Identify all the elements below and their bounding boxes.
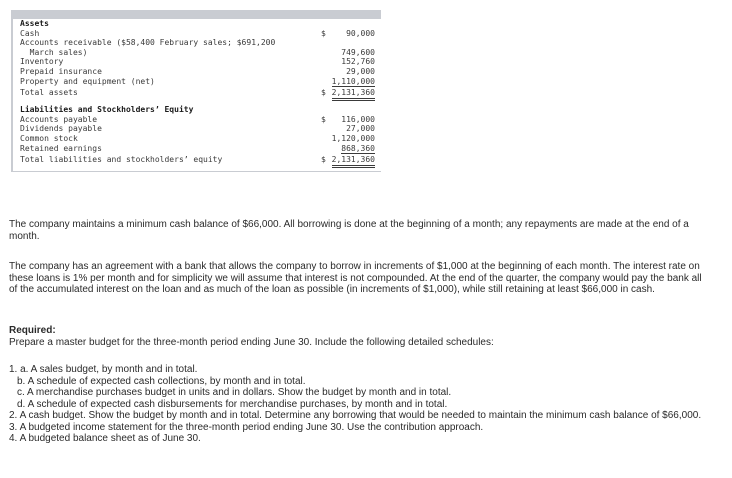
currency-symbol: $ [321, 114, 326, 124]
list-item: 1. a. A sales budget, by month and in total. [9, 364, 198, 375]
min-cash-paragraph [9, 219, 709, 242]
list-item: 2. A cash budget. Show the budget by month and in total. Determine any borrowing that would be needed to maintain the minimum cash balance of $66,000. [9, 410, 702, 421]
assets-heading-row [20, 19, 381, 29]
row-amount: 1,120,000 [331, 133, 375, 143]
currency-symbol: $ [321, 28, 326, 38]
row-amount: 27,000 [346, 124, 375, 134]
total-assets-row [20, 86, 381, 100]
row-amount: 90,000 [346, 28, 375, 38]
row-amount: 152,760 [341, 57, 375, 67]
table-row [20, 57, 381, 67]
table-row [20, 124, 381, 134]
currency-symbol: $ [321, 155, 326, 165]
table-row [20, 67, 381, 77]
table-bottom-border [11, 171, 381, 172]
total-liabilities-label: Total liabilities and stockholders’ equity [20, 155, 223, 165]
list-item: 3. A budgeted income statement for the three-month period ending June 30. Use the contribution approach. [9, 421, 484, 433]
row-amount: 868,360 [341, 143, 375, 153]
row-label: Accounts receivable ($58,400 February sales; $691,200 March sales) [20, 38, 276, 57]
row-label: Inventory [20, 57, 64, 67]
list-item: b. A schedule of expected cash collections, by month and in total. [17, 375, 306, 387]
row-label: Accounts payable [20, 114, 98, 124]
row-amount: 29,000 [346, 66, 375, 76]
row-label: Common stock [20, 133, 78, 143]
currency-symbol: $ [321, 88, 326, 98]
table-header-bar [11, 10, 381, 19]
liabilities-heading-row [20, 105, 381, 115]
assets-heading: Assets [20, 19, 49, 28]
table-row [20, 77, 381, 87]
table-row [20, 134, 381, 144]
required-text: Prepare a master budget for the three-month period ending June 30. Include the following detailed schedules: [9, 336, 494, 348]
total-liabilities-amount: 2,131,360 [332, 155, 375, 168]
paragraph-text: The company has an agreement with a bank that allows the company to borrow in increments of $1,000 at the beginning of each month. The interest rate on these loans is 1% per month and for simplicity we will assume that interest is not compounded. At the end of the quarter, the company would pay the bank all of the accumulated interest on the loan and as much of the loan as possible (in increments of $1,000), while still retaining at least $66,000 in cash. [9, 261, 702, 295]
table-row [20, 38, 381, 57]
table-row [20, 144, 381, 154]
row-amount: 116,000 [341, 114, 375, 124]
row-amount: 749,600 [341, 47, 375, 57]
row-label: Property and equipment (net) [20, 76, 155, 86]
paragraph-text: The company maintains a minimum cash balance of $66,000. All borrowing is done at the beginning of a month; any repayments are made at the end of a month. [9, 219, 689, 242]
balance-sheet-body [11, 19, 381, 167]
bank-agreement-paragraph [9, 261, 709, 296]
table-row [20, 29, 381, 39]
list-item: 4. A budgeted balance sheet as of June 30. [9, 433, 201, 444]
list-item: d. A schedule of expected cash disbursements for merchandise purchases, by month and in total. [17, 398, 448, 410]
balance-sheet [11, 10, 381, 172]
requirements-list [9, 364, 709, 445]
list-item: c. A merchandise purchases budget in units and in dollars. Show the budget by month and in total. [17, 387, 452, 398]
required-section [9, 325, 709, 348]
total-liabilities-row [20, 153, 381, 167]
row-label: Cash [20, 28, 40, 38]
liabilities-heading: Liabilities and Stockholders’ Equity [20, 105, 194, 115]
table-row [20, 115, 381, 125]
row-amount: 1,110,000 [331, 76, 375, 86]
required-heading: Required: [9, 325, 56, 336]
total-assets-amount: 2,131,360 [332, 88, 375, 101]
row-label: Retained earnings [20, 143, 102, 153]
total-assets-label: Total assets [20, 88, 78, 98]
row-label: Dividends payable [20, 124, 102, 134]
row-label: Prepaid insurance [20, 66, 102, 76]
